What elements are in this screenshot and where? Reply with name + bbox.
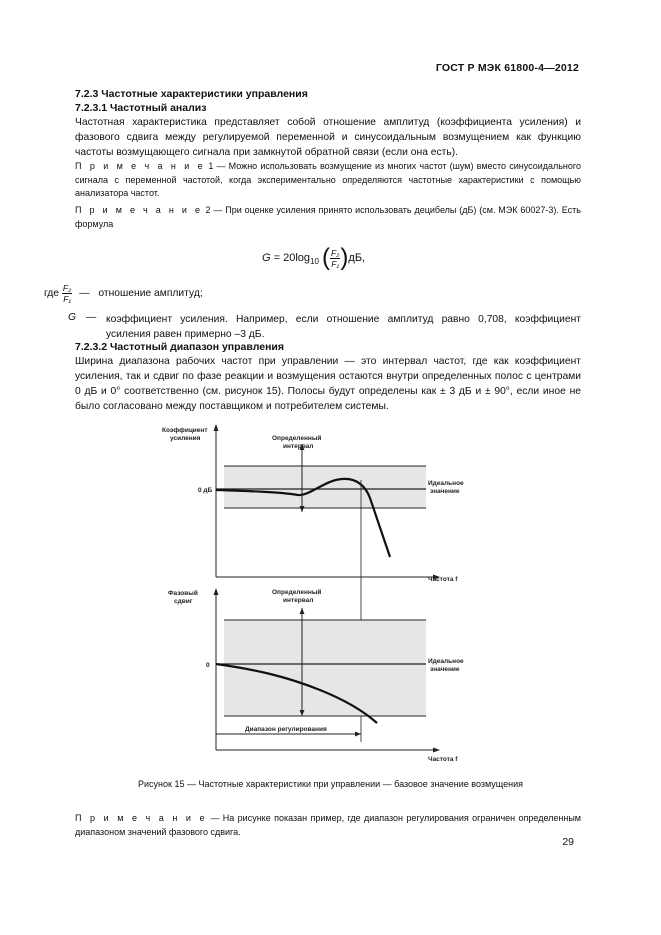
paragraph-frequency-range: Ширина диапазона рабочих частот при управлении — это интервал частот, где как коэффициент усиления, так и сдвиг по фазе реакции и возмущения остаются внутри определенных полос с центрами 0 дБ и 0° соответственно (см. рисунок 15). Полосы будут определены как ± 3 дБ и ± 90°, если иное не было согласовано между поставщиком и потребителем системы. — [75, 356, 581, 412]
definition-denominator: F₁ — [63, 294, 72, 304]
section-heading-7-2-3-1: 7.2.3.1 Частотный анализ — [75, 102, 207, 114]
definition-ratio-text: отношение амплитуд; — [98, 288, 203, 300]
phase-interval-label-1: Определенный — [272, 589, 322, 596]
gain-interval-bottom-arrow-icon — [300, 506, 305, 512]
section-heading-7-2-3: 7.2.3 Частотные характеристики управления — [75, 88, 308, 100]
gain-interval-label-2: интервал — [283, 443, 314, 450]
definition-where: где — [44, 288, 60, 300]
note-3-text: — На рисунке показан пример, где диапазон регулирования ограничен определенным диапазоном значений фазового сдвига. — [75, 813, 581, 837]
note-2-text: 2 — При оценке усиления принято использовать децибелы (дБ) (см. МЭК 60027-3). Есть формула — [75, 205, 581, 229]
phase-axis-label-2: сдвиг — [174, 598, 193, 605]
definition-dash-1: — — [79, 288, 90, 300]
gain-interval-label-1: Определенный — [272, 435, 322, 442]
phase-ideal-label-1: Идеальное — [428, 658, 464, 665]
control-range-arrow-icon — [355, 732, 361, 737]
formula-numerator: F₂ — [330, 247, 340, 258]
phase-interval-top-arrow-icon — [300, 608, 305, 614]
note-1-text: 1 — Можно использовать возмущение из многих частот (шум) вместо синусоидального сигнала с переменной частотой, когда экспериментально определяются частотные характеристики с помощью анализатора частот. — [75, 161, 581, 198]
gain-zero-db-label: 0 дБ — [198, 487, 213, 494]
note-1 — [75, 160, 581, 201]
formula-eq: = 20log — [270, 251, 311, 264]
definition-numerator: F₂ — [62, 283, 72, 293]
formula-unit: дБ, — [348, 251, 366, 264]
formula-paren-right: ) — [340, 244, 349, 271]
note-2-prefix: П р и м е ч а н и е — [75, 205, 203, 215]
definition-g-symbol: G — [68, 312, 77, 323]
gain-tolerance-band — [224, 466, 426, 508]
phase-zero-label: 0 — [206, 662, 210, 669]
gain-axis-label-2: усиления — [170, 435, 201, 442]
gain-freq-axis-label: Частота f — [428, 576, 458, 583]
gain-y-arrow-icon — [214, 424, 219, 431]
definition-ratio — [44, 283, 203, 304]
paragraph-frequency-analysis: Частотная характеристика представляет собой отношение амплитуд (коэффициента усиления) и фазового сдвига между регулируемой переменной и синусоидальным возмущением как функцию частоты возмущающего сигнала при замкнутой обратной связи (если она есть). — [75, 117, 581, 158]
definition-gain-text: коэффициент усиления. Например, если отношение амплитуд равно 0,708, коэффициент усиления равен примерно –3 дБ. — [106, 314, 581, 340]
formula-fraction — [330, 248, 340, 269]
control-range-label: Диапазон регулирования — [245, 726, 327, 733]
phase-y-arrow-icon — [214, 588, 219, 595]
note-3-prefix: П р и м е ч а н и е — [75, 813, 208, 823]
phase-tolerance-band — [224, 620, 426, 716]
gain-ideal-label-2: значение — [430, 488, 460, 495]
figure-15-diagram — [160, 420, 500, 772]
figure-caption: Рисунок 15 — Частотные характеристики при управлении — базовое значение возмущения — [138, 779, 523, 789]
phase-axis-label-1: Фазовый — [168, 590, 198, 597]
note-3 — [75, 812, 581, 839]
gain-ideal-label-1: Идеальное — [428, 480, 464, 487]
formula-denominator: F₁ — [331, 258, 340, 269]
formula-lhs: G — [262, 251, 271, 264]
phase-ideal-label-2: значение — [430, 666, 460, 673]
section-heading-7-2-3-2: 7.2.3.2 Частотный диапазон управления — [75, 341, 285, 353]
note-1-prefix: П р и м е ч а н и е — [75, 161, 206, 171]
formula-paren-left: ( — [321, 244, 330, 271]
definition-fraction — [62, 283, 72, 304]
phase-x-arrow-icon — [433, 748, 440, 753]
note-2 — [75, 204, 581, 231]
document-header: ГОСТ Р МЭК 61800-4—2012 — [435, 62, 579, 74]
phase-interval-label-2: интервал — [283, 597, 314, 604]
formula-log-base: 10 — [310, 257, 319, 267]
phase-freq-axis-label: Частота f — [428, 756, 458, 763]
gain-formula — [262, 244, 365, 272]
definition-dash-2: — — [86, 312, 97, 323]
page-number: 29 — [562, 836, 574, 848]
gain-axis-label-1: Коэффициент — [162, 427, 208, 434]
